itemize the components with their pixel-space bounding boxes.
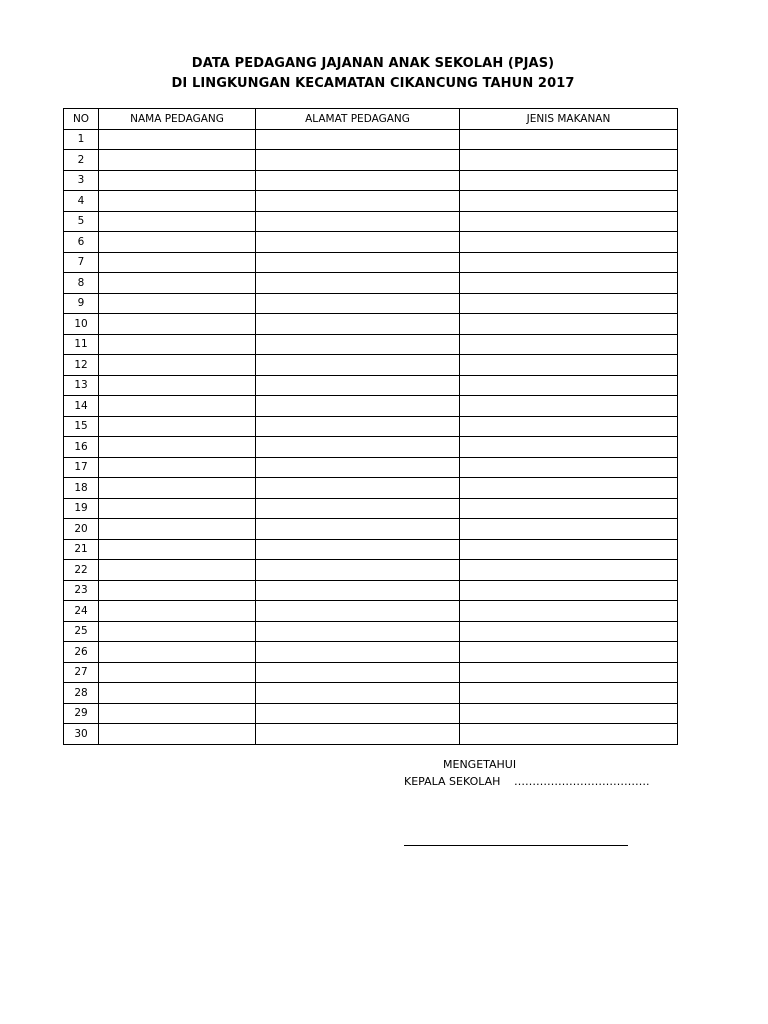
alamat-pedagang-cell [256,334,460,355]
jenis-makanan-cell [460,580,678,601]
nama-pedagang-cell [99,170,256,191]
alamat-pedagang-cell [256,232,460,253]
nama-pedagang-cell [99,457,256,478]
table-row [64,334,678,355]
jenis-makanan-cell [460,314,678,335]
headmaster-label: KEPALA SEKOLAH [404,775,501,788]
table-row [64,621,678,642]
jenis-makanan-cell [460,601,678,622]
row-number: 1 [64,129,99,150]
header-alamat-pedagang: ALAMAT PEDAGANG [256,109,460,130]
alamat-pedagang-cell [256,437,460,458]
alamat-pedagang-cell [256,539,460,560]
table-row [64,293,678,314]
nama-pedagang-cell [99,396,256,417]
table-row [64,170,678,191]
table-row [64,703,678,724]
alamat-pedagang-cell [256,150,460,171]
table-row [64,252,678,273]
nama-pedagang-cell [99,621,256,642]
row-number: 5 [64,211,99,232]
nama-pedagang-cell [99,129,256,150]
table-row [64,662,678,683]
alamat-pedagang-cell [256,170,460,191]
jenis-makanan-cell [460,457,678,478]
row-number: 30 [64,724,99,745]
nama-pedagang-cell [99,662,256,683]
row-number: 22 [64,560,99,581]
row-number: 14 [64,396,99,417]
row-number: 21 [64,539,99,560]
nama-pedagang-cell [99,683,256,704]
nama-pedagang-cell [99,703,256,724]
table-row [64,396,678,417]
table-row [64,642,678,663]
jenis-makanan-cell [460,683,678,704]
table-row [64,601,678,622]
jenis-makanan-cell [460,621,678,642]
row-number: 24 [64,601,99,622]
nama-pedagang-cell [99,498,256,519]
signature-line [404,845,628,846]
row-number: 19 [64,498,99,519]
jenis-makanan-cell [460,334,678,355]
nama-pedagang-cell [99,478,256,499]
nama-pedagang-cell [99,211,256,232]
jenis-makanan-cell [460,662,678,683]
table-body [64,129,678,744]
alamat-pedagang-cell [256,273,460,294]
row-number: 7 [64,252,99,273]
jenis-makanan-cell [460,191,678,212]
vendor-table [63,108,678,745]
alamat-pedagang-cell [256,580,460,601]
table-row [64,478,678,499]
header-no: NO [64,109,99,130]
jenis-makanan-cell [460,273,678,294]
alamat-pedagang-cell [256,416,460,437]
table-row [64,355,678,376]
row-number: 20 [64,519,99,540]
alamat-pedagang-cell [256,621,460,642]
nama-pedagang-cell [99,314,256,335]
row-number: 10 [64,314,99,335]
row-number: 23 [64,580,99,601]
jenis-makanan-cell [460,170,678,191]
nama-pedagang-cell [99,273,256,294]
row-number: 26 [64,642,99,663]
row-number: 18 [64,478,99,499]
row-number: 25 [64,621,99,642]
alamat-pedagang-cell [256,191,460,212]
jenis-makanan-cell [460,478,678,499]
document-title: DATA PEDAGANG JAJANAN ANAK SEKOLAH (PJAS) [191,56,555,71]
nama-pedagang-cell [99,437,256,458]
table-row [64,498,678,519]
nama-pedagang-cell [99,375,256,396]
table-row [64,273,678,294]
nama-pedagang-cell [99,560,256,581]
row-number: 28 [64,683,99,704]
alamat-pedagang-cell [256,724,460,745]
alamat-pedagang-cell [256,293,460,314]
nama-pedagang-cell [99,601,256,622]
jenis-makanan-cell [460,252,678,273]
row-number: 29 [64,703,99,724]
table-row [64,560,678,581]
table-row [64,539,678,560]
row-number: 2 [64,150,99,171]
row-number: 4 [64,191,99,212]
alamat-pedagang-cell [256,211,460,232]
jenis-makanan-cell [460,519,678,540]
table-header-row [64,109,678,130]
jenis-makanan-cell [460,232,678,253]
row-number: 9 [64,293,99,314]
row-number: 6 [64,232,99,253]
jenis-makanan-cell [460,498,678,519]
row-number: 3 [64,170,99,191]
row-number: 8 [64,273,99,294]
nama-pedagang-cell [99,580,256,601]
nama-pedagang-cell [99,355,256,376]
alamat-pedagang-cell [256,314,460,335]
table-row [64,314,678,335]
table-row [64,375,678,396]
nama-pedagang-cell [99,519,256,540]
jenis-makanan-cell [460,396,678,417]
alamat-pedagang-cell [256,703,460,724]
header-nama-pedagang: NAMA PEDAGANG [99,109,256,130]
row-number: 13 [64,375,99,396]
table-row [64,191,678,212]
row-number: 12 [64,355,99,376]
row-number: 17 [64,457,99,478]
table-row [64,129,678,150]
jenis-makanan-cell [460,355,678,376]
alamat-pedagang-cell [256,478,460,499]
row-number: 27 [64,662,99,683]
headmaster-name-placeholder: ………………………………. [514,775,650,788]
header-jenis-makanan: JENIS MAKANAN [460,109,678,130]
nama-pedagang-cell [99,252,256,273]
nama-pedagang-cell [99,724,256,745]
jenis-makanan-cell [460,724,678,745]
row-number: 11 [64,334,99,355]
table-row [64,683,678,704]
jenis-makanan-cell [460,211,678,232]
table-row [64,211,678,232]
jenis-makanan-cell [460,150,678,171]
jenis-makanan-cell [460,642,678,663]
alamat-pedagang-cell [256,375,460,396]
alamat-pedagang-cell [256,642,460,663]
jenis-makanan-cell [460,416,678,437]
jenis-makanan-cell [460,375,678,396]
table-row [64,416,678,437]
table-row [64,724,678,745]
jenis-makanan-cell [460,539,678,560]
table-row [64,150,678,171]
row-number: 16 [64,437,99,458]
nama-pedagang-cell [99,416,256,437]
table-row [64,232,678,253]
document-subtitle: DI LINGKUNGAN KECAMATAN CIKANCUNG TAHUN 2017 [171,76,575,91]
jenis-makanan-cell [460,703,678,724]
table-row [64,437,678,458]
alamat-pedagang-cell [256,355,460,376]
alamat-pedagang-cell [256,252,460,273]
acknowledge-label: MENGETAHUI [443,758,517,771]
jenis-makanan-cell [460,437,678,458]
jenis-makanan-cell [460,560,678,581]
alamat-pedagang-cell [256,129,460,150]
nama-pedagang-cell [99,539,256,560]
nama-pedagang-cell [99,150,256,171]
table-row [64,519,678,540]
nama-pedagang-cell [99,191,256,212]
alamat-pedagang-cell [256,457,460,478]
table-row [64,457,678,478]
alamat-pedagang-cell [256,498,460,519]
table-row [64,580,678,601]
nama-pedagang-cell [99,232,256,253]
nama-pedagang-cell [99,334,256,355]
row-number: 15 [64,416,99,437]
alamat-pedagang-cell [256,560,460,581]
jenis-makanan-cell [460,293,678,314]
nama-pedagang-cell [99,293,256,314]
alamat-pedagang-cell [256,519,460,540]
alamat-pedagang-cell [256,662,460,683]
jenis-makanan-cell [460,129,678,150]
nama-pedagang-cell [99,642,256,663]
alamat-pedagang-cell [256,396,460,417]
alamat-pedagang-cell [256,683,460,704]
alamat-pedagang-cell [256,601,460,622]
